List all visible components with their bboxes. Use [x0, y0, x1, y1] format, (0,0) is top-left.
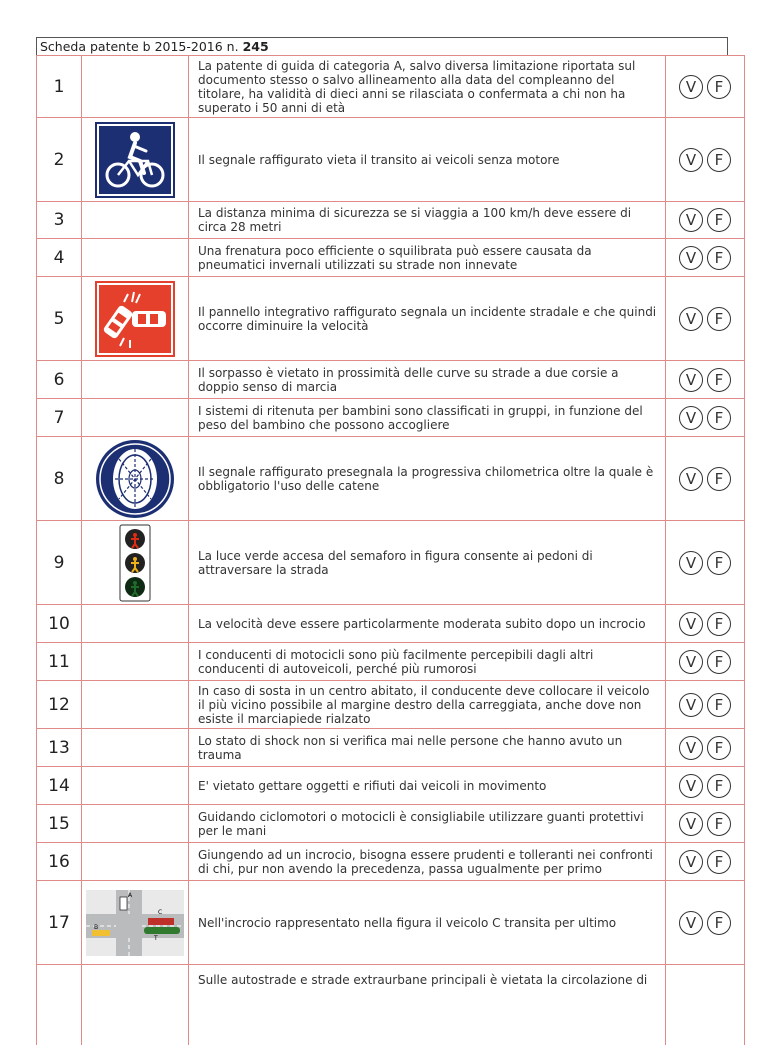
question-image [82, 361, 189, 399]
answer-false-button[interactable]: F [707, 246, 731, 270]
answer-true-button[interactable]: V [679, 551, 703, 575]
questions-table [36, 55, 745, 1045]
diagram-label-a: A [128, 891, 133, 899]
answer-false-button[interactable]: F [707, 736, 731, 760]
question-row [37, 767, 745, 805]
answer-false-button[interactable]: F [707, 693, 731, 717]
question-number: 4 [37, 239, 82, 277]
question-number: 13 [37, 729, 82, 767]
answer-true-button[interactable]: V [679, 736, 703, 760]
question-image [82, 521, 189, 605]
question-number: 15 [37, 805, 82, 843]
answer-false-button[interactable]: F [707, 812, 731, 836]
question-text: Il sorpasso è vietato in prossimità delle curve su strade a due corsie a doppio senso di marcia [189, 361, 666, 399]
question-number [37, 965, 82, 1045]
question-row [37, 965, 745, 1045]
question-text: La distanza minima di sicurezza se si viaggia a 100 km/h deve essere di circa 28 metri [189, 202, 666, 239]
question-image [82, 681, 189, 729]
answer-true-button[interactable]: V [679, 911, 703, 935]
answer-false-button[interactable]: F [707, 368, 731, 392]
answer-false-button[interactable]: F [707, 650, 731, 674]
question-image [82, 56, 189, 118]
answer-true-button[interactable]: V [679, 774, 703, 798]
question-image [82, 729, 189, 767]
diagram-label-t: T [154, 934, 158, 942]
question-row [37, 843, 745, 881]
answer-false-button[interactable]: F [707, 774, 731, 798]
answer-options [666, 361, 745, 399]
question-text: La luce verde accesa del semaforo in figura consente ai pedoni di attraversare la strada [189, 521, 666, 605]
answer-false-button[interactable]: F [707, 307, 731, 331]
question-text: Sulle autostrade e strade extraurbane principali è vietata la circolazione di [189, 965, 666, 1045]
question-row [37, 202, 745, 239]
answer-false-button[interactable]: F [707, 406, 731, 430]
diagram-label-b: B [94, 923, 99, 931]
question-text: In caso di sosta in un centro abitato, il conducente deve collocare il veicolo il più vicino possibile al margine destro della carreggiata, anche dove non esiste il marciapiede rialzato [189, 681, 666, 729]
question-image [82, 767, 189, 805]
answer-options [666, 202, 745, 239]
sheet-title: Scheda patente b 2015-2016 n. [40, 39, 239, 54]
answer-options [666, 881, 745, 965]
question-text: Lo stato di shock non si verifica mai nelle persone che hanno avuto un trauma [189, 729, 666, 767]
question-number: 8 [37, 437, 82, 521]
question-row [37, 881, 745, 965]
question-row [37, 118, 745, 202]
question-text: Giungendo ad un incrocio, bisogna essere prudenti e tolleranti nei confronti di chi, pur non avendo la precedenza, passa ugualmente per primo [189, 843, 666, 881]
answer-options [666, 681, 745, 729]
answer-true-button[interactable]: V [679, 75, 703, 99]
answer-true-button[interactable]: V [679, 650, 703, 674]
question-text: Il segnale raffigurato vieta il transito ai veicoli senza motore [189, 118, 666, 202]
answer-true-button[interactable]: V [679, 693, 703, 717]
bicycle-sign-icon [94, 121, 176, 199]
question-number: 6 [37, 361, 82, 399]
question-row [37, 605, 745, 643]
question-text: La patente di guida di categoria A, salvo diversa limitazione riportata sul documento stesso o salvo allineamento alla data del compleanno del titolare, ha validità di dieci anni se rilasciata o confermata a chi non ha superato i 50 anni di età [189, 56, 666, 118]
answer-options [666, 843, 745, 881]
question-row [37, 437, 745, 521]
answer-options [666, 399, 745, 437]
question-image [82, 239, 189, 277]
question-number: 2 [37, 118, 82, 202]
question-image [82, 202, 189, 239]
question-number: 1 [37, 56, 82, 118]
answer-options [666, 605, 745, 643]
question-row [37, 277, 745, 361]
question-number: 11 [37, 643, 82, 681]
question-row [37, 681, 745, 729]
answer-true-button[interactable]: V [679, 850, 703, 874]
question-image [82, 605, 189, 643]
question-text: Una frenatura poco efficiente o squilibrata può essere causata da pneumatici invernali utilizzati su strade non innevate [189, 239, 666, 277]
answer-options [666, 277, 745, 361]
answer-false-button[interactable]: F [707, 75, 731, 99]
question-image [82, 643, 189, 681]
answer-options [666, 729, 745, 767]
question-row [37, 805, 745, 843]
snow-chains-sign-icon [94, 439, 176, 519]
answer-false-button[interactable]: F [707, 148, 731, 172]
answer-true-button[interactable]: V [679, 208, 703, 232]
question-text: Il segnale raffigurato presegnala la progressiva chilometrica oltre la quale è obbligatorio l'uso delle catene [189, 437, 666, 521]
question-text: E' vietato gettare oggetti e rifiuti dai veicoli in movimento [189, 767, 666, 805]
answer-false-button[interactable]: F [707, 551, 731, 575]
sheet-number: 245 [242, 39, 269, 54]
question-image [82, 843, 189, 881]
question-image [82, 805, 189, 843]
answer-false-button[interactable]: F [707, 850, 731, 874]
answer-true-button[interactable]: V [679, 246, 703, 270]
question-number: 12 [37, 681, 82, 729]
question-text: La velocità deve essere particolarmente moderata subito dopo un incrocio [189, 605, 666, 643]
answer-true-button[interactable]: V [679, 406, 703, 430]
answer-false-button[interactable]: F [707, 208, 731, 232]
question-number: 9 [37, 521, 82, 605]
answer-true-button[interactable]: V [679, 812, 703, 836]
question-image [82, 437, 189, 521]
answer-options [666, 643, 745, 681]
question-number: 7 [37, 399, 82, 437]
question-number: 16 [37, 843, 82, 881]
question-image [82, 118, 189, 202]
question-image [82, 399, 189, 437]
diagram-label-c: C [158, 908, 163, 916]
question-image [82, 881, 189, 965]
question-row [37, 56, 745, 118]
question-text: I conducenti di motocicli sono più facilmente percepibili dagli altri conducenti di autoveicoli, perché più rumorosi [189, 643, 666, 681]
question-text: Il pannello integrativo raffigurato segnala un incidente stradale e che quindi occorre diminuire la velocità [189, 277, 666, 361]
answer-options [666, 56, 745, 118]
answer-true-button[interactable]: V [679, 148, 703, 172]
question-number: 5 [37, 277, 82, 361]
answer-true-button[interactable]: V [679, 467, 703, 491]
answer-options [666, 118, 745, 202]
question-number: 10 [37, 605, 82, 643]
answer-false-button[interactable]: F [707, 612, 731, 636]
question-number: 17 [37, 881, 82, 965]
question-text: Guidando ciclomotori o motocicli è consigliabile utilizzare guanti protettivi per le mani [189, 805, 666, 843]
question-row [37, 399, 745, 437]
answer-true-button[interactable]: V [679, 307, 703, 331]
question-row [37, 521, 745, 605]
question-image [82, 965, 189, 1045]
question-row [37, 643, 745, 681]
answer-options [666, 965, 745, 1045]
question-text: Nell'incrocio rappresentato nella figura il veicolo C transita per ultimo [189, 881, 666, 965]
sheet-header [36, 37, 728, 55]
answer-options [666, 521, 745, 605]
question-row [37, 361, 745, 399]
question-row [37, 239, 745, 277]
question-number: 14 [37, 767, 82, 805]
quiz-sheet [36, 37, 728, 1045]
pedestrian-traffic-light-icon [118, 523, 152, 603]
question-number: 3 [37, 202, 82, 239]
answer-options [666, 767, 745, 805]
intersection-diagram-icon [86, 890, 184, 956]
answer-false-button[interactable]: F [707, 467, 731, 491]
answer-options [666, 437, 745, 521]
question-row [37, 729, 745, 767]
answer-true-button[interactable]: V [679, 368, 703, 392]
question-image [82, 277, 189, 361]
question-text: I sistemi di ritenuta per bambini sono classificati in gruppi, in funzione del peso del bambino che possono accogliere [189, 399, 666, 437]
answer-false-button[interactable]: F [707, 911, 731, 935]
answer-options [666, 805, 745, 843]
answer-true-button[interactable]: V [679, 612, 703, 636]
accident-panel-icon [94, 280, 176, 358]
answer-options [666, 239, 745, 277]
